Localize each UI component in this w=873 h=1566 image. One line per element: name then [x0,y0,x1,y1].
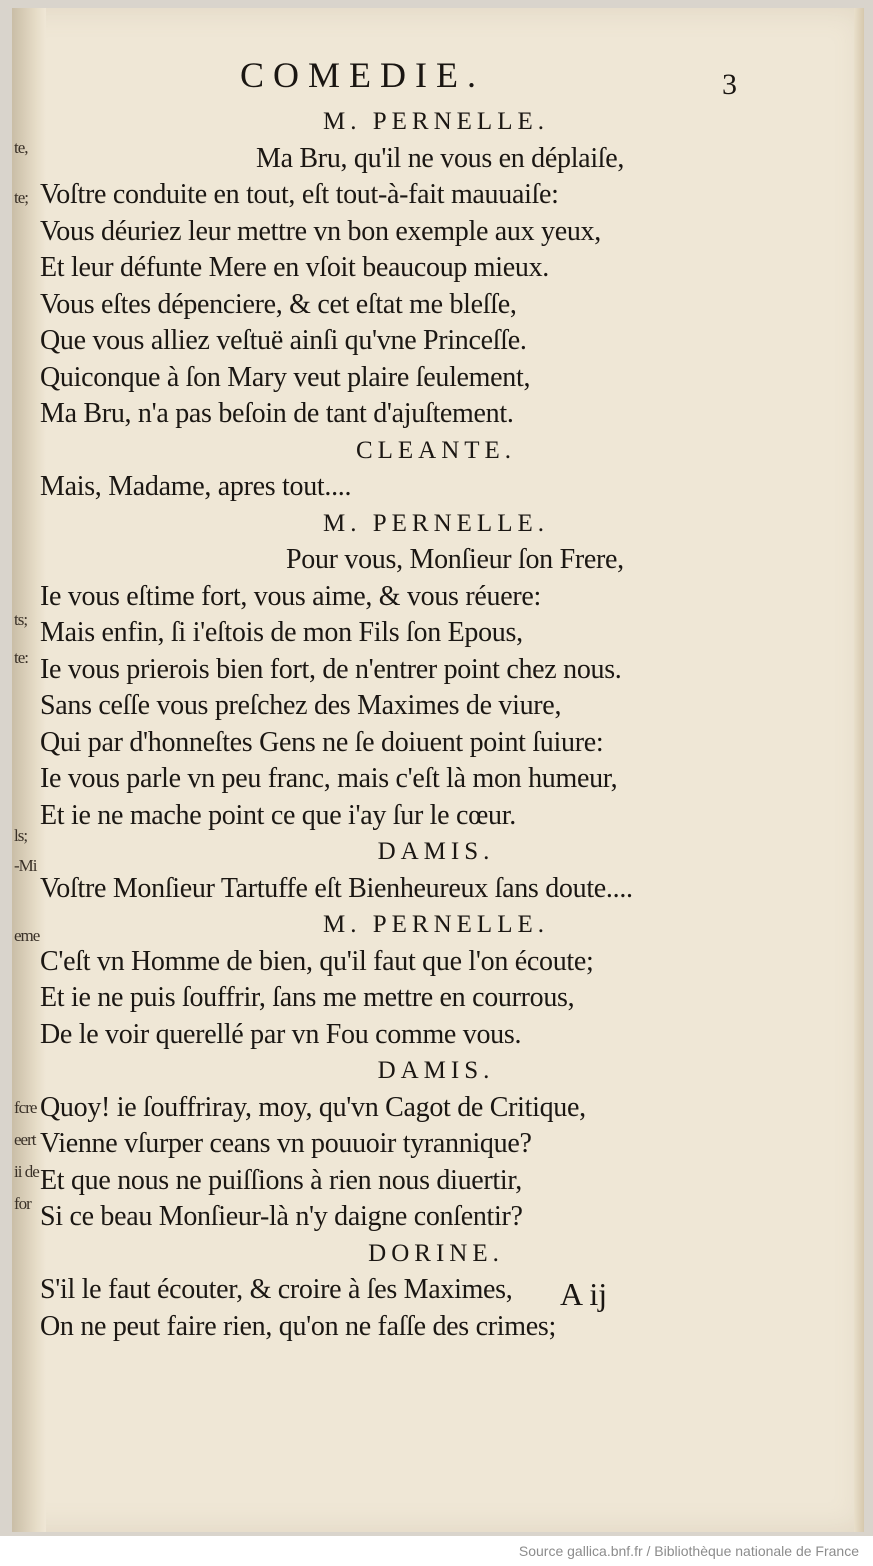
verse-line: Voſtre conduite en tout, eſt tout-à-fait mauuaiſe: [40,179,559,210]
speaker-name: M. PERNELLE. [323,108,549,135]
verse-line: Ie vous prierois bien fort, de n'entrer point chez nous. [40,653,622,685]
gutter-fragment: ts; [14,610,28,629]
verse-line: Et ie ne mache point ce que i'ay ſur le cœur. [40,799,516,831]
verse-line: Pour vous, Monſieur ſon Frere, [286,544,624,575]
speaker-name: CLEANTE. [355,436,517,464]
verse-line: On ne peut faire rien, qu'on ne faſſe des crimes; [40,1310,556,1342]
page-number: 3 [722,68,737,101]
verse-line: Vienne vſurper ceans vn pouuoir tyrannique? [40,1128,532,1159]
verse-line: Ie vous eſtime fort, vous aime, & vous réuere: [40,580,541,612]
verse-line: Ma Bru, qu'il ne vous en déplaiſe, [256,142,625,174]
verse-line: Qui par d'honneſtes Gens ne ſe doiuent point ſuiure: [40,726,604,758]
play-text [0,104,852,1345]
verse-line: De le voir querellé par vn Fou comme vous. [40,1018,522,1050]
verse-line: Sans ceſſe vous preſchez des Maximes de viure, [40,690,562,721]
gutter-fragment: te, [14,138,28,157]
speaker-name: M. PERNELLE. [323,911,549,938]
page-edge [854,8,864,1532]
speaker-name: DORINE. [368,1239,504,1267]
gutter-fragment: ii de [14,1162,39,1181]
gutter-fragment: te; [14,188,28,207]
verse-line: Et ie ne puis ſouffrir, ſans me mettre en courrous, [40,982,575,1013]
gutter-fragment: for [14,1194,31,1213]
verse-line: Mais, Madame, apres tout.... [40,471,352,502]
verse-line: Ie vous parle vn peu franc, mais c'eſt là mon humeur, [40,763,618,794]
verse-line: Mais enfin, ſi i'eſtois de mon Fils ſon Epous, [40,617,523,648]
source-credit: Source gallica.bnf.fr / Bibliothèque nationale de France [518,1543,859,1559]
gutter-fragment: eme [14,926,40,945]
verse-line: Voſtre Monſieur Tartuffe eſt Bienheureux ſans doute.... [40,872,633,904]
verse-line: Vous déuriez leur mettre vn bon exemple aux yeux, [40,215,601,247]
gutter-fragment: te: [14,648,28,667]
speaker-name: M. PERNELLE. [323,509,549,537]
verse-line: Que vous alliez veſtuë ainſi qu'vne Princeſſe. [40,325,527,356]
verse-line: Ma Bru, n'a pas beſoin de tant d'ajuſtement. [40,398,514,429]
verse-line: Et que nous ne puiſſions à rien nous diuertir, [40,1164,522,1196]
gutter-fragment: -Mi [14,856,37,875]
running-head: COMEDIE. [240,55,485,95]
verse-line: Si ce beau Monſieur-là n'y daigne conſentir? [40,1201,523,1232]
speaker-name: DAMIS. [377,1057,495,1084]
gutter-fragment: eert [14,1130,36,1149]
verse-line: Quoy! ie ſouffriray, moy, qu'vn Cagot de Critique, [40,1091,586,1123]
verse-line: C'eſt vn Homme de bien, qu'il faut que l'on écoute; [40,945,594,977]
verse-line: Et leur défunte Mere en vſoit beaucoup mieux. [40,252,549,283]
source-footer [0,1536,873,1566]
signature-mark: A ij [560,1276,608,1312]
verse-line: S'il le faut écouter, & croire à ſes Maximes, [40,1274,513,1305]
verse-line: Quiconque à ſon Mary veut plaire ſeulement, [40,361,531,393]
speaker-name: DAMIS. [377,838,495,865]
gutter-fragment: fcre [14,1098,37,1117]
verse-line: Vous eſtes dépenciere, & cet eſtat me bleſſe, [40,288,517,320]
gutter-fragment: ls; [14,826,28,845]
